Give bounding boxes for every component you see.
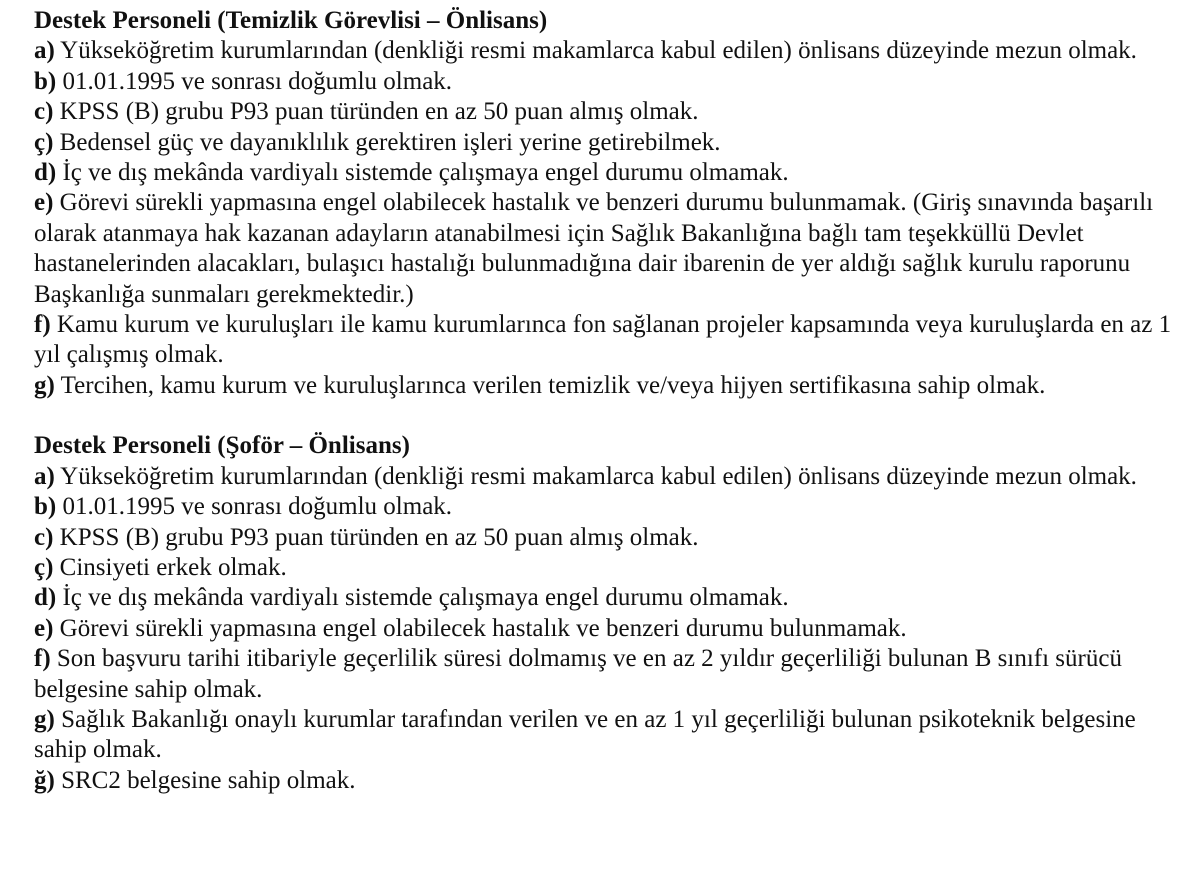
item-label: f) (34, 645, 51, 673)
section-cleaning-staff (34, 6, 1174, 401)
item-text: Görevi sürekli yapmasına engel olabilecek hastalık ve benzeri durumu bulunmamak. (59, 614, 907, 642)
document-page (34, 6, 1174, 796)
item-label: ç) (34, 553, 54, 581)
item-text: Son başvuru tarihi itibariyle geçerlilik süresi dolmamış ve en az 2 yıldır geçerliliği bulunan B sınıfı sürücü belgesine sahip olmak. (34, 645, 1122, 703)
list-item (34, 97, 1174, 127)
item-text: Kamu kurum ve kuruluşları ile kamu kurumlarınca fon sağlanan projeler kapsamında veya kuruluşlarda en az 1 yıl çalışmış olmak. (34, 311, 1172, 369)
list-item (34, 128, 1174, 158)
section-driver (34, 431, 1174, 796)
list-item (34, 644, 1174, 705)
list-item (34, 36, 1174, 66)
list-item (34, 705, 1174, 766)
list-item (34, 614, 1174, 644)
list-item (34, 67, 1174, 97)
list-item (34, 583, 1174, 613)
item-text: KPSS (B) grubu P93 puan türünden en az 50 puan almış olmak. (59, 98, 699, 126)
item-label: c) (34, 98, 54, 126)
item-text: Sağlık Bakanlığı onaylı kurumlar tarafından verilen ve en az 1 yıl geçerliliği bulunan psikoteknik belgesine sahip olmak. (34, 705, 1136, 764)
item-label: d) (34, 584, 57, 612)
item-text: Yükseköğretim kurumlarından (denkliği resmi makamlarca kabul edilen) önlisans düzeyinde mezun olmak. (60, 37, 1137, 65)
list-item (34, 371, 1174, 401)
item-label: d) (34, 159, 57, 187)
item-text: İç ve dış mekânda vardiyalı sistemde çalışmaya engel durumu olmamak. (62, 584, 789, 612)
item-text: Yükseköğretim kurumlarından (denkliği resmi makamlarca kabul edilen) önlisans düzeyinde mezun olmak. (60, 462, 1137, 490)
item-label: g) (34, 371, 55, 399)
item-label: b) (34, 493, 57, 521)
list-item (34, 553, 1174, 583)
item-label: b) (34, 67, 57, 95)
item-text: Tercihen, kamu kurum ve kuruluşlarınca verilen temizlik ve/veya hijyen sertifikasına sahip olmak. (60, 371, 1046, 399)
item-text: SRC2 belgesine sahip olmak. (61, 766, 356, 794)
section-title: Destek Personeli (Temizlik Görevlisi – Önlisans) (34, 7, 548, 34)
section-title: Destek Personeli (Şoför – Önlisans) (34, 432, 410, 460)
item-text: 01.01.1995 ve sonrası doğumlu olmak. (62, 67, 453, 95)
item-label: f) (34, 311, 51, 339)
item-label: e) (34, 614, 54, 642)
item-label: c) (34, 523, 54, 551)
list-item (34, 188, 1174, 310)
item-text: KPSS (B) grubu P93 puan türünden en az 50 puan almış olmak. (59, 523, 699, 551)
item-label: e) (34, 189, 54, 217)
list-item (34, 462, 1174, 492)
item-label: g) (34, 705, 55, 733)
list-item (34, 492, 1174, 522)
list-item (34, 310, 1174, 371)
item-label: a) (34, 462, 55, 490)
list-item (34, 523, 1174, 553)
list-item (34, 766, 1174, 796)
list-item (34, 158, 1174, 188)
item-text: Cinsiyeti erkek olmak. (59, 553, 287, 581)
item-label: ğ) (34, 766, 55, 794)
item-label: ç) (34, 128, 54, 156)
item-text: Bedensel güç ve dayanıklılık gerektiren işleri yerine getirebilmek. (59, 128, 721, 156)
item-label: a) (34, 37, 55, 65)
item-text: Görevi sürekli yapmasına engel olabilecek hastalık ve benzeri durumu bulunmamak. (Giriş sınavında başarılı olarak atanmaya hak kazanan adayların atanabilmesi için Sağlık Bakanlığına bağlı tam teşekküllü Devlet hastanelerinden alacakları, bulaşıcı hastalığı bulunmadığına dair ibarenin de yer aldığı sağlık kurulu raporunu Başkanlığa sunmaları gerekmektedir.) (34, 189, 1154, 308)
item-text: İç ve dış mekânda vardiyalı sistemde çalışmaya engel durumu olmamak. (62, 159, 789, 187)
item-text: 01.01.1995 ve sonrası doğumlu olmak. (62, 493, 453, 521)
